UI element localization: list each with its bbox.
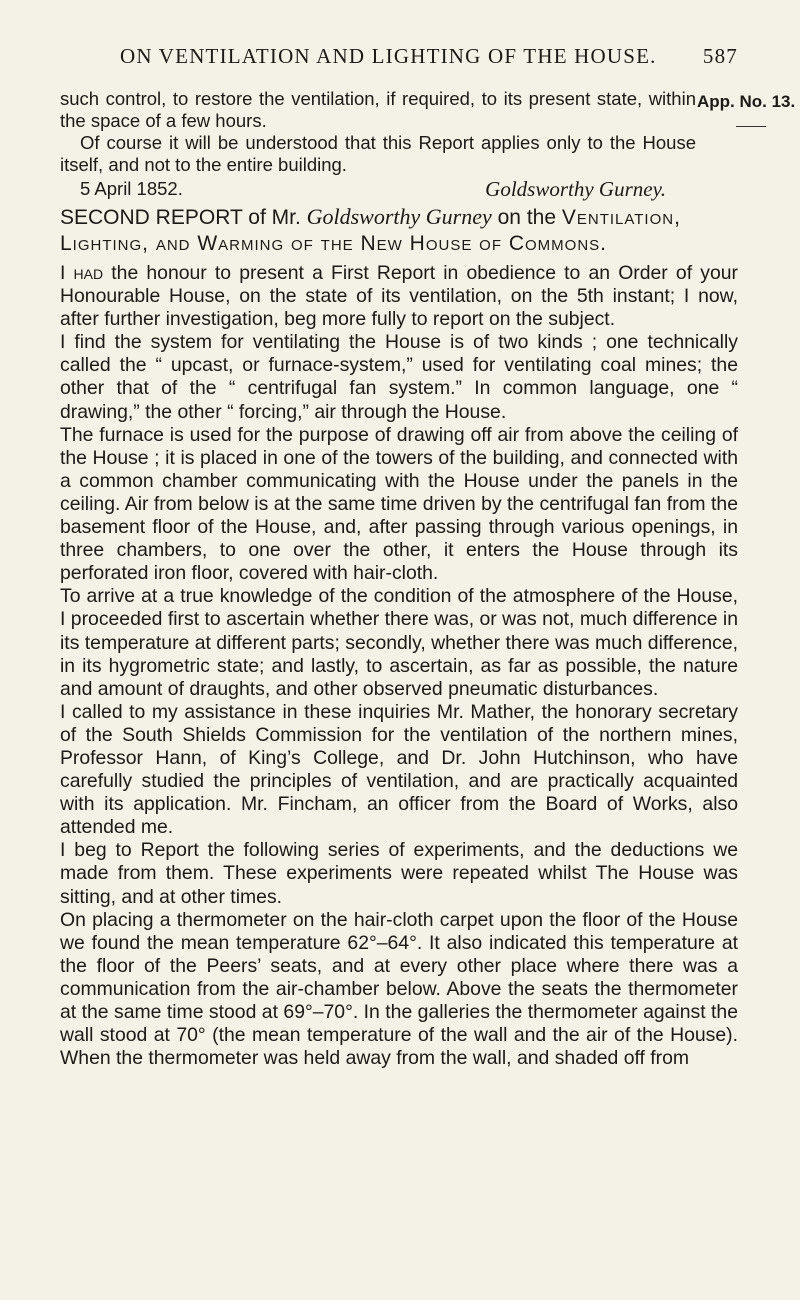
body-paragraph xyxy=(60,585,738,700)
continuation-paragraph: such control, to restore the ventilation, if required, to its present state, within the space of a few hours. xyxy=(60,88,696,131)
paragraph-text: I beg to Report the following series of experiments, and the deductions we made from them. These experiments were repeated whilst The House was sitting, and at other times. xyxy=(60,839,738,908)
heading-subject: Ventilation, Lighting, and Warming of the New House of Commons. xyxy=(60,206,681,255)
section-heading xyxy=(60,204,740,257)
margin-rule xyxy=(736,126,766,127)
dateline xyxy=(60,178,696,200)
continuation-paragraph: Of course it will be understood that this Report applies only to the House itself, and not to the entire building. xyxy=(60,132,696,175)
body-paragraph xyxy=(60,262,738,331)
running-head-title: ON VENTILATION AND LIGHTING OF THE HOUSE. xyxy=(120,44,657,68)
paragraph-lead: I had xyxy=(60,262,104,284)
heading-prefix: SECOND REPORT of Mr. xyxy=(60,206,301,229)
body-paragraph xyxy=(60,839,738,908)
paragraph-text: the honour to present a First Report in obedience to an Order of your Honourable House, on the state of its ventilation, on the 5th instant; I now, after further investigation, beg more fully to report on the subject. xyxy=(60,262,738,331)
paragraph-text: I called to my assistance in these inquiries Mr. Mather, the honorary secretary of the South Shields Commission for the ventilation of the northern mines, Professor Hann, of King’s College, and Dr. John Hutchinson, who have carefully studied the principles of ventilation, and are practically acquainted with its application. Mr. Fincham, an officer from the Board of Works, also attended me. xyxy=(60,700,738,839)
paragraph-text: To arrive at a true knowledge of the condition of the atmosphere of the House, I proceeded first to ascertain whether there was, or was not, much difference in its temperature at different parts; secondly, whether there was much difference, in its hygrometric state; and lastly, to ascertain, as far as possible, the nature and amount of draughts, and other observed pneumatic disturbances. xyxy=(60,585,738,700)
report-date: 5 April 1852. xyxy=(80,178,183,199)
paragraph-text: On placing a thermometer on the hair-cloth carpet upon the floor of the House we found the mean temperature 62°–64°. It also indicated this temperature at the floor of the Peers’ seats, and at every other place where there was a communication from the air-chamber below. Above the seats the thermometer at the same time stood at 69°–70°. In the galleries the thermometer against the wall stood at 70° (the mean temperature of the wall and the air of the House). When the thermometer was held away from the wall, and shaded off from xyxy=(60,908,738,1070)
body-paragraph xyxy=(60,331,738,423)
report-body xyxy=(60,262,738,1070)
heading-middle: on the xyxy=(497,206,557,229)
body-paragraph xyxy=(60,909,738,1071)
body-paragraph xyxy=(60,424,738,586)
paragraph-text: The furnace is used for the purpose of drawing off air from above the ceiling of the House ; it is placed in one of the towers of the building, and connected with a common chamber communicating with the House under the panels in the ceiling. Air from below is at the same time driven by the centrifugal fan from the basement floor of the House, and, after passing through various openings, in three chambers, to one over the other, it enters the House through its perforated iron floor, covered with hair-cloth. xyxy=(60,423,738,585)
signature: Goldsworthy Gurney. xyxy=(485,177,666,201)
previous-report-ending xyxy=(60,88,696,200)
page-number: 587 xyxy=(702,44,738,68)
paragraph-text: I find the system for ventilating the House is of two kinds ; one technically called the “ upcast, or furnace-system,” used for ventilating coal mines; the other that of the “ centrifugal fan system.” In common language, one “ drawing,” the other “ forcing,” air through the House. xyxy=(60,331,738,423)
appendix-margin-note: App. No. 13. xyxy=(697,92,796,111)
body-paragraph xyxy=(60,701,738,840)
heading-author: Goldsworthy Gurney xyxy=(306,204,492,229)
running-head xyxy=(120,44,760,69)
